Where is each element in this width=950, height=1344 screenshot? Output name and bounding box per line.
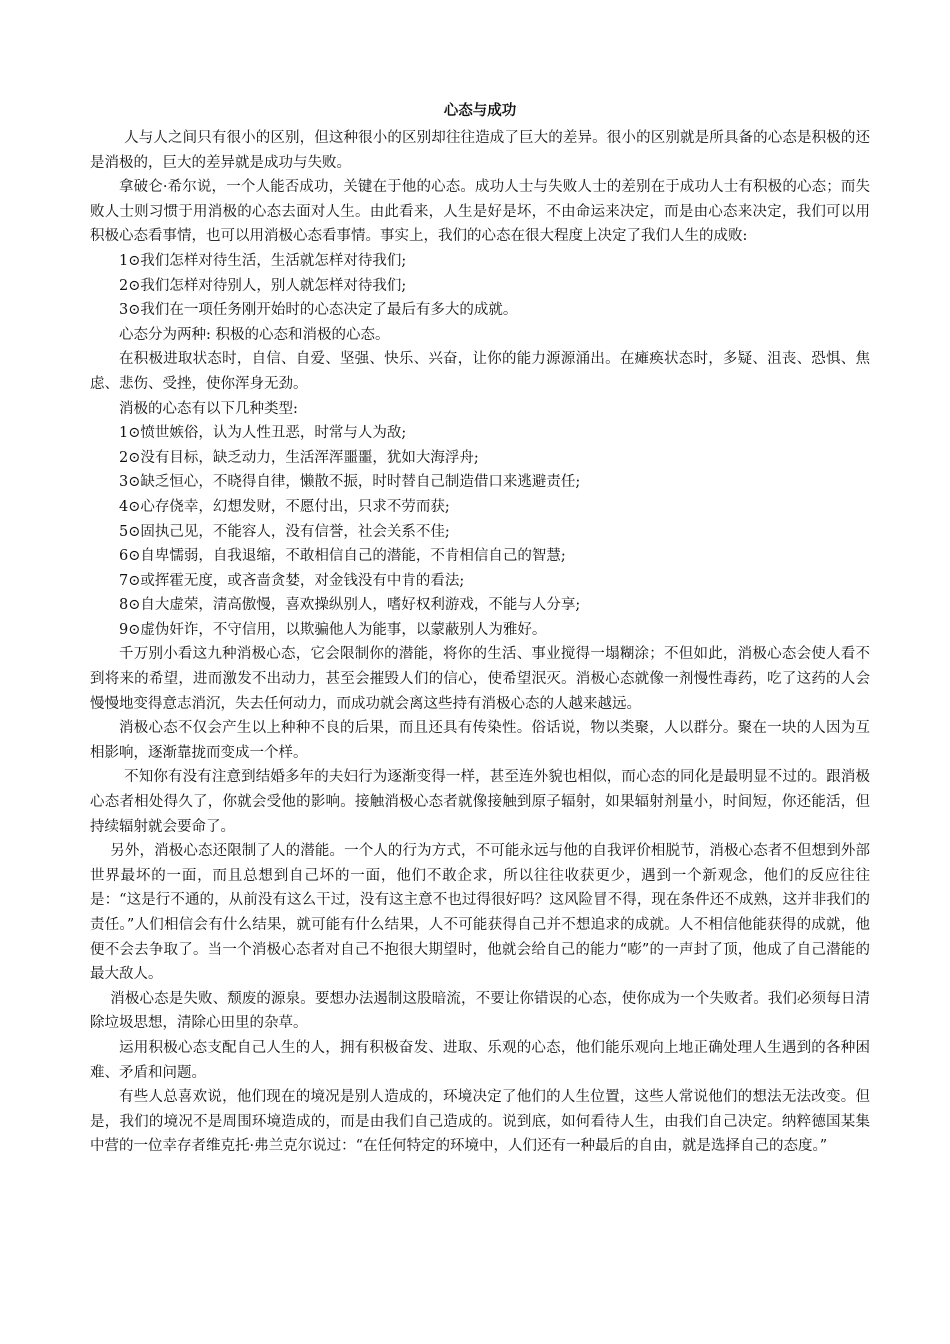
list-item: 4⊙心存侥幸，幻想发财，不愿付出，只求不劳而获; [119, 498, 450, 515]
list-item: 5⊙固执己见，不能容人，没有信誉，社会关系不佳; [119, 523, 450, 540]
list-item: 1⊙愤世嫉俗，认为人性丑恶，时常与人为敌; [119, 425, 407, 442]
list-item: 3⊙我们在一项任务刚开始时的心态决定了最后有多大的成就。 [119, 302, 518, 319]
document-title: 心态与成功 [443, 102, 517, 119]
paragraph-choose-attitude: 有些人总喜欢说，他们现在的境况是别人造成的，环境决定了他们的人生位置，这些人常说他们的想法无法改变。但是，我们的境况不是周围环境造成的，而是由我们自己造成的。说到底，如何看待人生，由我们自己决定。纳粹德国某集中营的一位幸存者维克托·弗兰克尔说过：“在任何特定的环境中，人们还有一种最后的自由，就是选择自己的态度。” [90, 1089, 870, 1155]
paragraph-mindset-types: 心态分为两种: 积极的心态和消极的心态。 [119, 326, 390, 343]
paragraph-source-of-failure: 消极心态是失败、颓废的源泉。要想办法遏制这股暗流，不要让你错误的心态，使你成为一个失败者。我们必须每日清除垃圾思想，清除心田里的杂草。 [90, 990, 870, 1032]
paragraph-assimilation: 不知你有没有注意到结婚多年的夫妇行为逐渐变得一样，甚至连外貌也相似，而心态的同化是最明显不过的。跟消极心态者相处得久了，你就会受他的影响。接触消极心态者就像接触到原子辐射，如果辐射剂量小，时间短，你还能活，但持续辐射就会要命了。 [90, 769, 870, 835]
list-item: 6⊙自卑懦弱，自我退缩，不敢相信自己的潜能，不肯相信自己的智慧; [119, 548, 566, 565]
list-item: 2⊙我们怎样对待别人，别人就怎样对待我们; [119, 277, 407, 294]
list-item: 3⊙缺乏恒心，不晓得自律，懒散不振，时时替自己制造借口来逃避责任; [119, 474, 581, 491]
paragraph-positive-state: 在积极进取状态时，自信、自爱、坚强、快乐、兴奋，让你的能力源源涌出。在瘫痪状态时，多疑、沮丧、恐惧、焦虑、悲伤、受挫，使你浑身无劲。 [90, 351, 870, 392]
list-item: 7⊙或挥霍无度，或吝啬贪婪，对金钱没有中肯的看法; [119, 572, 465, 589]
list-item: 8⊙自大虚荣，清高傲慢，喜欢操纵别人，嗜好权利游戏，不能与人分享; [119, 597, 581, 614]
paragraph-intro: 人与人之间只有很小的区别，但这种很小的区别却往往造成了巨大的差异。很小的区别就是所具备的心态是积极的还是消极的，巨大的差异就是成功与失败。 [90, 130, 870, 171]
paragraph-nine-attitudes: 千万别小看这九种消极心态，它会限制你的潜能，将你的生活、事业搅得一塌糊涂；不但如此，消极心态会使人看不到将来的希望，进而激发不出动力，甚至会摧毁人们的信心，使希望泯灭。消极心态就像一剂慢性毒药，吃了这药的人会慢慢地变得意志消沉，失去任何动力，而成功就会离这些持有消极心态的人越来越远。 [90, 646, 870, 712]
paragraph-napoleon-hill: 拿破仑·希尔说，一个人能否成功，关键在于他的心态。成功人士与失败人士的差别在于成功人士有积极的心态；而失败人士则习惯于用消极的心态去面对人生。由此看来，人生是好是坏，不由命运来决定，而是由心态来决定，我们可以用积极心态看事情，也可以用消极心态看事情。事实上，我们的心态在很大程度上决定了我们人生的成败: [90, 179, 870, 245]
paragraph-negative-intro: 消极的心态有以下几种类型: [119, 400, 298, 417]
document-page [90, 98, 870, 1159]
list-item: 2⊙没有目标，缺乏动力，生活浑浑噩噩，犹如大海浮舟; [119, 449, 479, 466]
paragraph-positive-control: 运用积极心态支配自己人生的人，拥有积极奋发、进取、乐观的心态，他们能乐观向上地正确处理人生遇到的各种困难、矛盾和问题。 [90, 1039, 870, 1081]
list-item: 1⊙我们怎样对待生活，生活就怎样对待我们; [119, 252, 407, 269]
paragraph-contagious: 消极心态不仅会产生以上种种不良的后果，而且还具有传染性。俗话说，物以类聚，人以群分。聚在一块的人因为互相影响，逐渐靠拢而变成一个样。 [90, 720, 870, 761]
paragraph-potential: 另外，消极心态还限制了人的潜能。一个人的行为方式，不可能永远与他的自我评价相脱节，消极心态者不但想到外部世界最坏的一面，而且总想到自己坏的一面，他们不敢企求，所以往往收获更少，遇到一个新观念，他们的反应往往是：“这是行不通的，从前没有这么干过，没有这主意不也过得很好吗？这风险冒不得，现在条件还不成熟，这并非我们的责任。”人们相信会有什么结果，就可能有什么结果，人不可能获得自己并不想追求的成就。人不相信他能获得的成就，他便不会去争取了。当一个消极心态者对自己不抱很大期望时，他就会给自己的能力“嘭”的一声封了顶，他成了自己潜能的最大敌人。 [90, 843, 870, 983]
list-item: 9⊙虚伪奸诈，不守信用，以欺骗他人为能事，以蒙蔽别人为雅好。 [119, 621, 547, 638]
